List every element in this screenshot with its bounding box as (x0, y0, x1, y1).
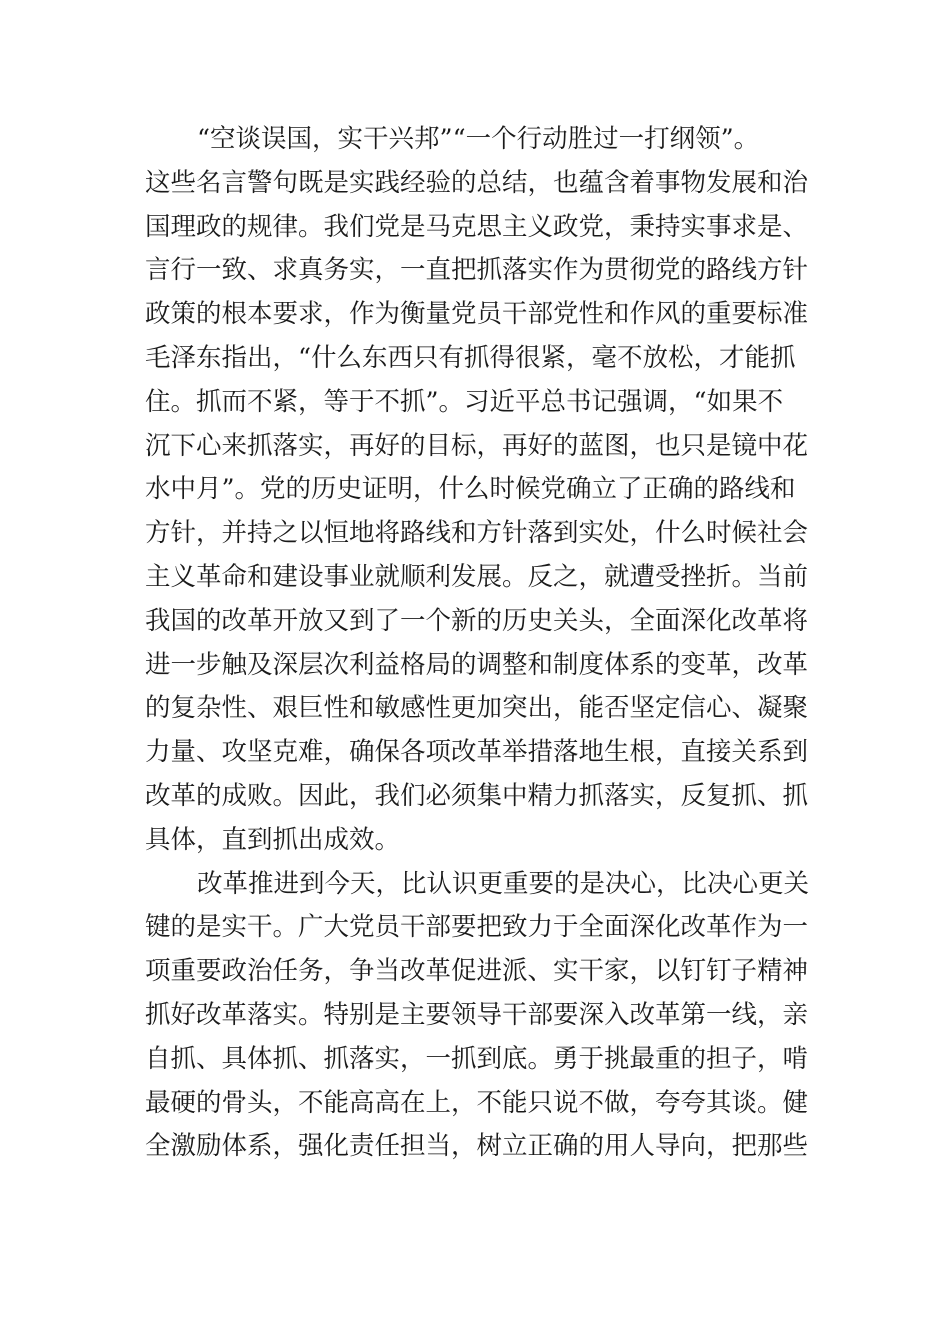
text-line: 具体，直到抓出成效。 (145, 824, 401, 855)
text-line: 的复杂性、艰巨性和敏感性更加突出，能否坚定信心、凝聚 (145, 693, 809, 724)
paragraph-2 (145, 863, 815, 1170)
text-line: 沉下心来抓落实，再好的目标，再好的蓝图，也只是镜中花 (145, 430, 809, 461)
text-line: 毛泽东指出，“什么东西只有抓得很紧，毫不放松，才能抓 (145, 342, 796, 373)
text-line: 全激励体系，强化责任担当，树立正确的用人导向，把那些 (145, 1131, 809, 1162)
text-line: 方针，并持之以恒地将路线和方针落到实处，什么时候社会 (145, 518, 809, 549)
text-line: 言行一致、求真务实，一直把抓落实作为贯彻党的路线方针 (145, 255, 809, 286)
text-line: 力量、攻坚克难，确保各项改革举措落地生根，直接关系到 (145, 737, 809, 768)
text-line: 进一步触及深层次利益格局的调整和制度体系的变革，改革 (145, 649, 809, 680)
text-line: 键的是实干。广大党员干部要把致力于全面深化改革作为一 (145, 912, 809, 943)
text-line: 改革推进到今天，比认识更重要的是决心，比决心更关 (197, 868, 810, 899)
text-line: 抓好改革落实。特别是主要领导干部要深入改革第一线，亲 (145, 999, 809, 1030)
text-line: 主义革命和建设事业就顺利发展。反之，就遭受挫折。当前 (145, 561, 809, 592)
text-line: 最硬的骨头，不能高高在上，不能只说不做，夸夸其谈。健 (145, 1087, 809, 1118)
text-line: 项重要政治任务，争当改革促进派、实干家，以钉钉子精神 (145, 956, 809, 987)
body-text (145, 118, 815, 1169)
text-line: 国理政的规律。我们党是马克思主义政党，秉持实事求是、 (145, 211, 809, 242)
text-line: 水中月”。党的历史证明，什么时候党确立了正确的路线和 (145, 474, 796, 505)
text-line: “空谈误国，实干兴邦”“一个行动胜过一打纲领”。 (197, 124, 760, 154)
text-line: 住。抓而不紧，等于不抓”。习近平总书记强调，“如果不 (145, 386, 784, 417)
text-line: 改革的成败。因此，我们必须集中精力抓落实，反复抓、抓 (145, 780, 809, 811)
text-line: 我国的改革开放又到了一个新的历史关头，全面深化改革将 (145, 605, 809, 636)
text-line: 政策的根本要求，作为衡量党员干部党性和作风的重要标准 (145, 299, 809, 330)
text-line: 这些名言警句既是实践经验的总结，也蕴含着事物发展和治 (145, 167, 809, 198)
text-line: 自抓、具体抓、抓落实，一抓到底。勇于挑最重的担子，啃 (145, 1043, 809, 1074)
paragraph-1 (145, 118, 815, 863)
